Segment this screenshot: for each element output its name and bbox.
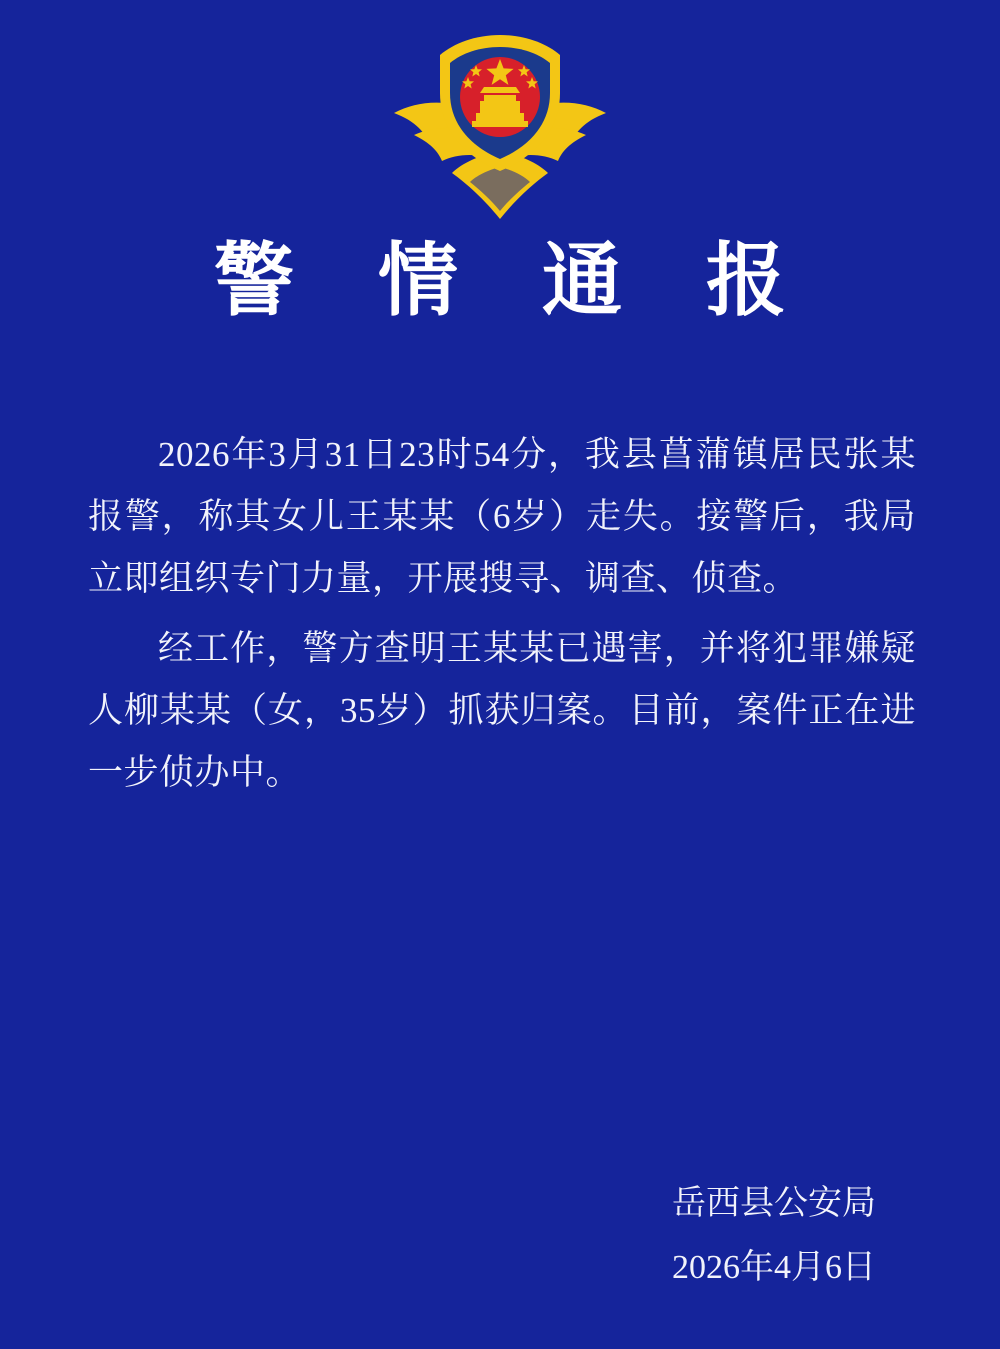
paragraph-1: 2026年3月31日23时54分，我县菖蒲镇居民张某报警，称其女儿王某某（6岁）走失。接警后，我局立即组织专门力量，开展搜寻、调查、侦查。: [88, 435, 916, 598]
paragraph-2: 经工作，警方查明王某某已遇害，并将犯罪嫌疑人柳某某（女，35岁）抓获归案。目前，案件正在进一步侦办中。: [88, 629, 916, 792]
signature-block: [344, 1172, 904, 1300]
page-title: 警 情 通 报: [214, 238, 818, 326]
issue-date: 2026年4月6日: [672, 1249, 876, 1286]
issuing-authority: 岳西县公安局: [672, 1185, 876, 1222]
china-police-emblem-icon: [380, 27, 620, 227]
notice-body: [88, 424, 916, 812]
emblem-container: [0, 22, 1000, 232]
